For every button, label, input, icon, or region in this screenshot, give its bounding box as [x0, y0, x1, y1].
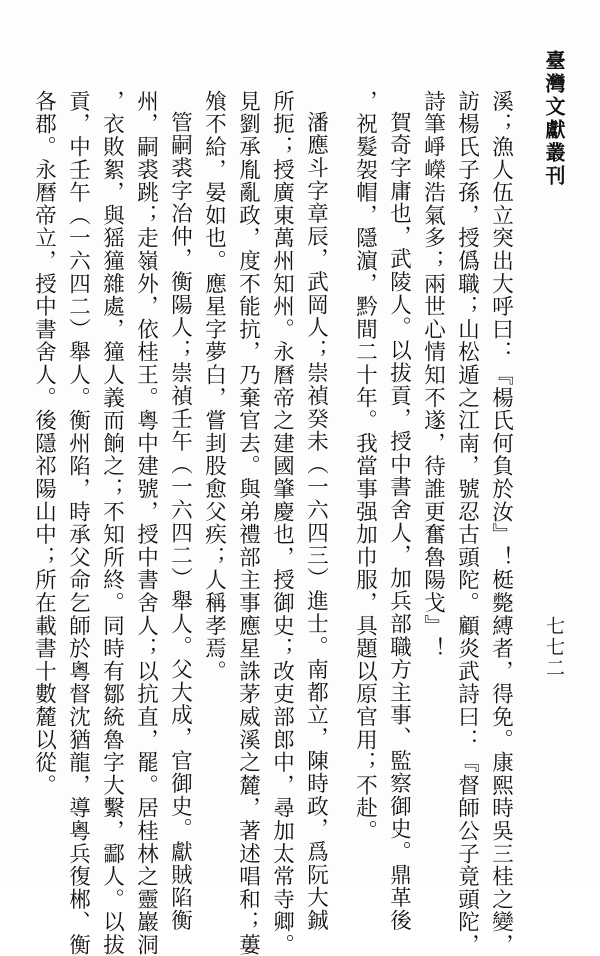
- text-column-4-entry-he-qi: 賀奇字庸也，武陵人。以拔貢，授中書舍人，加兵部職方主事、監察御史。鼎革後: [386, 111, 412, 932]
- text-column-9: 飧不給，晏如也。應星字夢白，嘗刲股愈父疾；人稱孝焉。: [201, 90, 227, 683]
- page-number: 七七二: [543, 616, 565, 679]
- text-column-1: 溪；漁人伍立突出大呼曰：『楊氏何負於汝』！梃斃縛者，得免。康熙時吳三桂之變，: [488, 90, 514, 956]
- text-column-10-entry-guan-siqiu: 管嗣裘字冶仲，衡陽人；崇禎壬午（一六四二）舉人。父大成，官御史。獻賊陷衡: [167, 111, 193, 932]
- book-title: 臺灣文獻叢刊: [542, 50, 566, 188]
- text-column-14: 各郡。永曆帝立，授中書舍人。後隱祁陽山中；所在載書十數麓以從。: [31, 90, 57, 797]
- text-column-8: 見劉承胤亂政，度不能抗，乃棄官去。與弟禮部主事應星誅茅威溪之麓，著述唱和；蔞: [235, 90, 261, 956]
- text-column-12: ，衣敗絮，與猺獞雜處，獞人義而餉之；不知所終。同時有鄒統魯字大繫，酃人。以拔: [99, 90, 125, 956]
- text-column-6-entry-pan-yingdou: 潘應斗字章辰，武岡人；崇禎癸未（一六四三）進士。南都立，陳時政，爲阮大鋮: [303, 111, 329, 932]
- text-column-11: 州，嗣裘跳；走嶺外，依桂王。粵中建號，授中書舍人；以抗直，罷。居桂林之靈巖洞: [133, 90, 159, 956]
- text-column-5: ，祝髮袈帽，隱濵，黔間二十年。我當事强加巾服，具題以原官用；不赴。: [352, 90, 378, 843]
- text-column-7: 所扼；授廣東萬州知州。永曆帝之建國肇慶也，授御史；改吏部郎中，尋加太常寺卿。: [269, 90, 295, 956]
- text-column-3: 詩筆崢嶸浩氣多；兩世心情知不遂，待誰更奮魯陽戈』！: [420, 90, 446, 660]
- text-column-2: 訪楊氏子孫，授僞職；山松遁之江南，號忍古頭陀。顧炎武詩曰：『督師公子竟頭陀，: [454, 90, 480, 956]
- text-column-13: 貢，中壬午（一六四二）舉人。衡州陷，時承父命乞師於粵督沈猶龍，導粵兵復郴、衡: [65, 90, 91, 956]
